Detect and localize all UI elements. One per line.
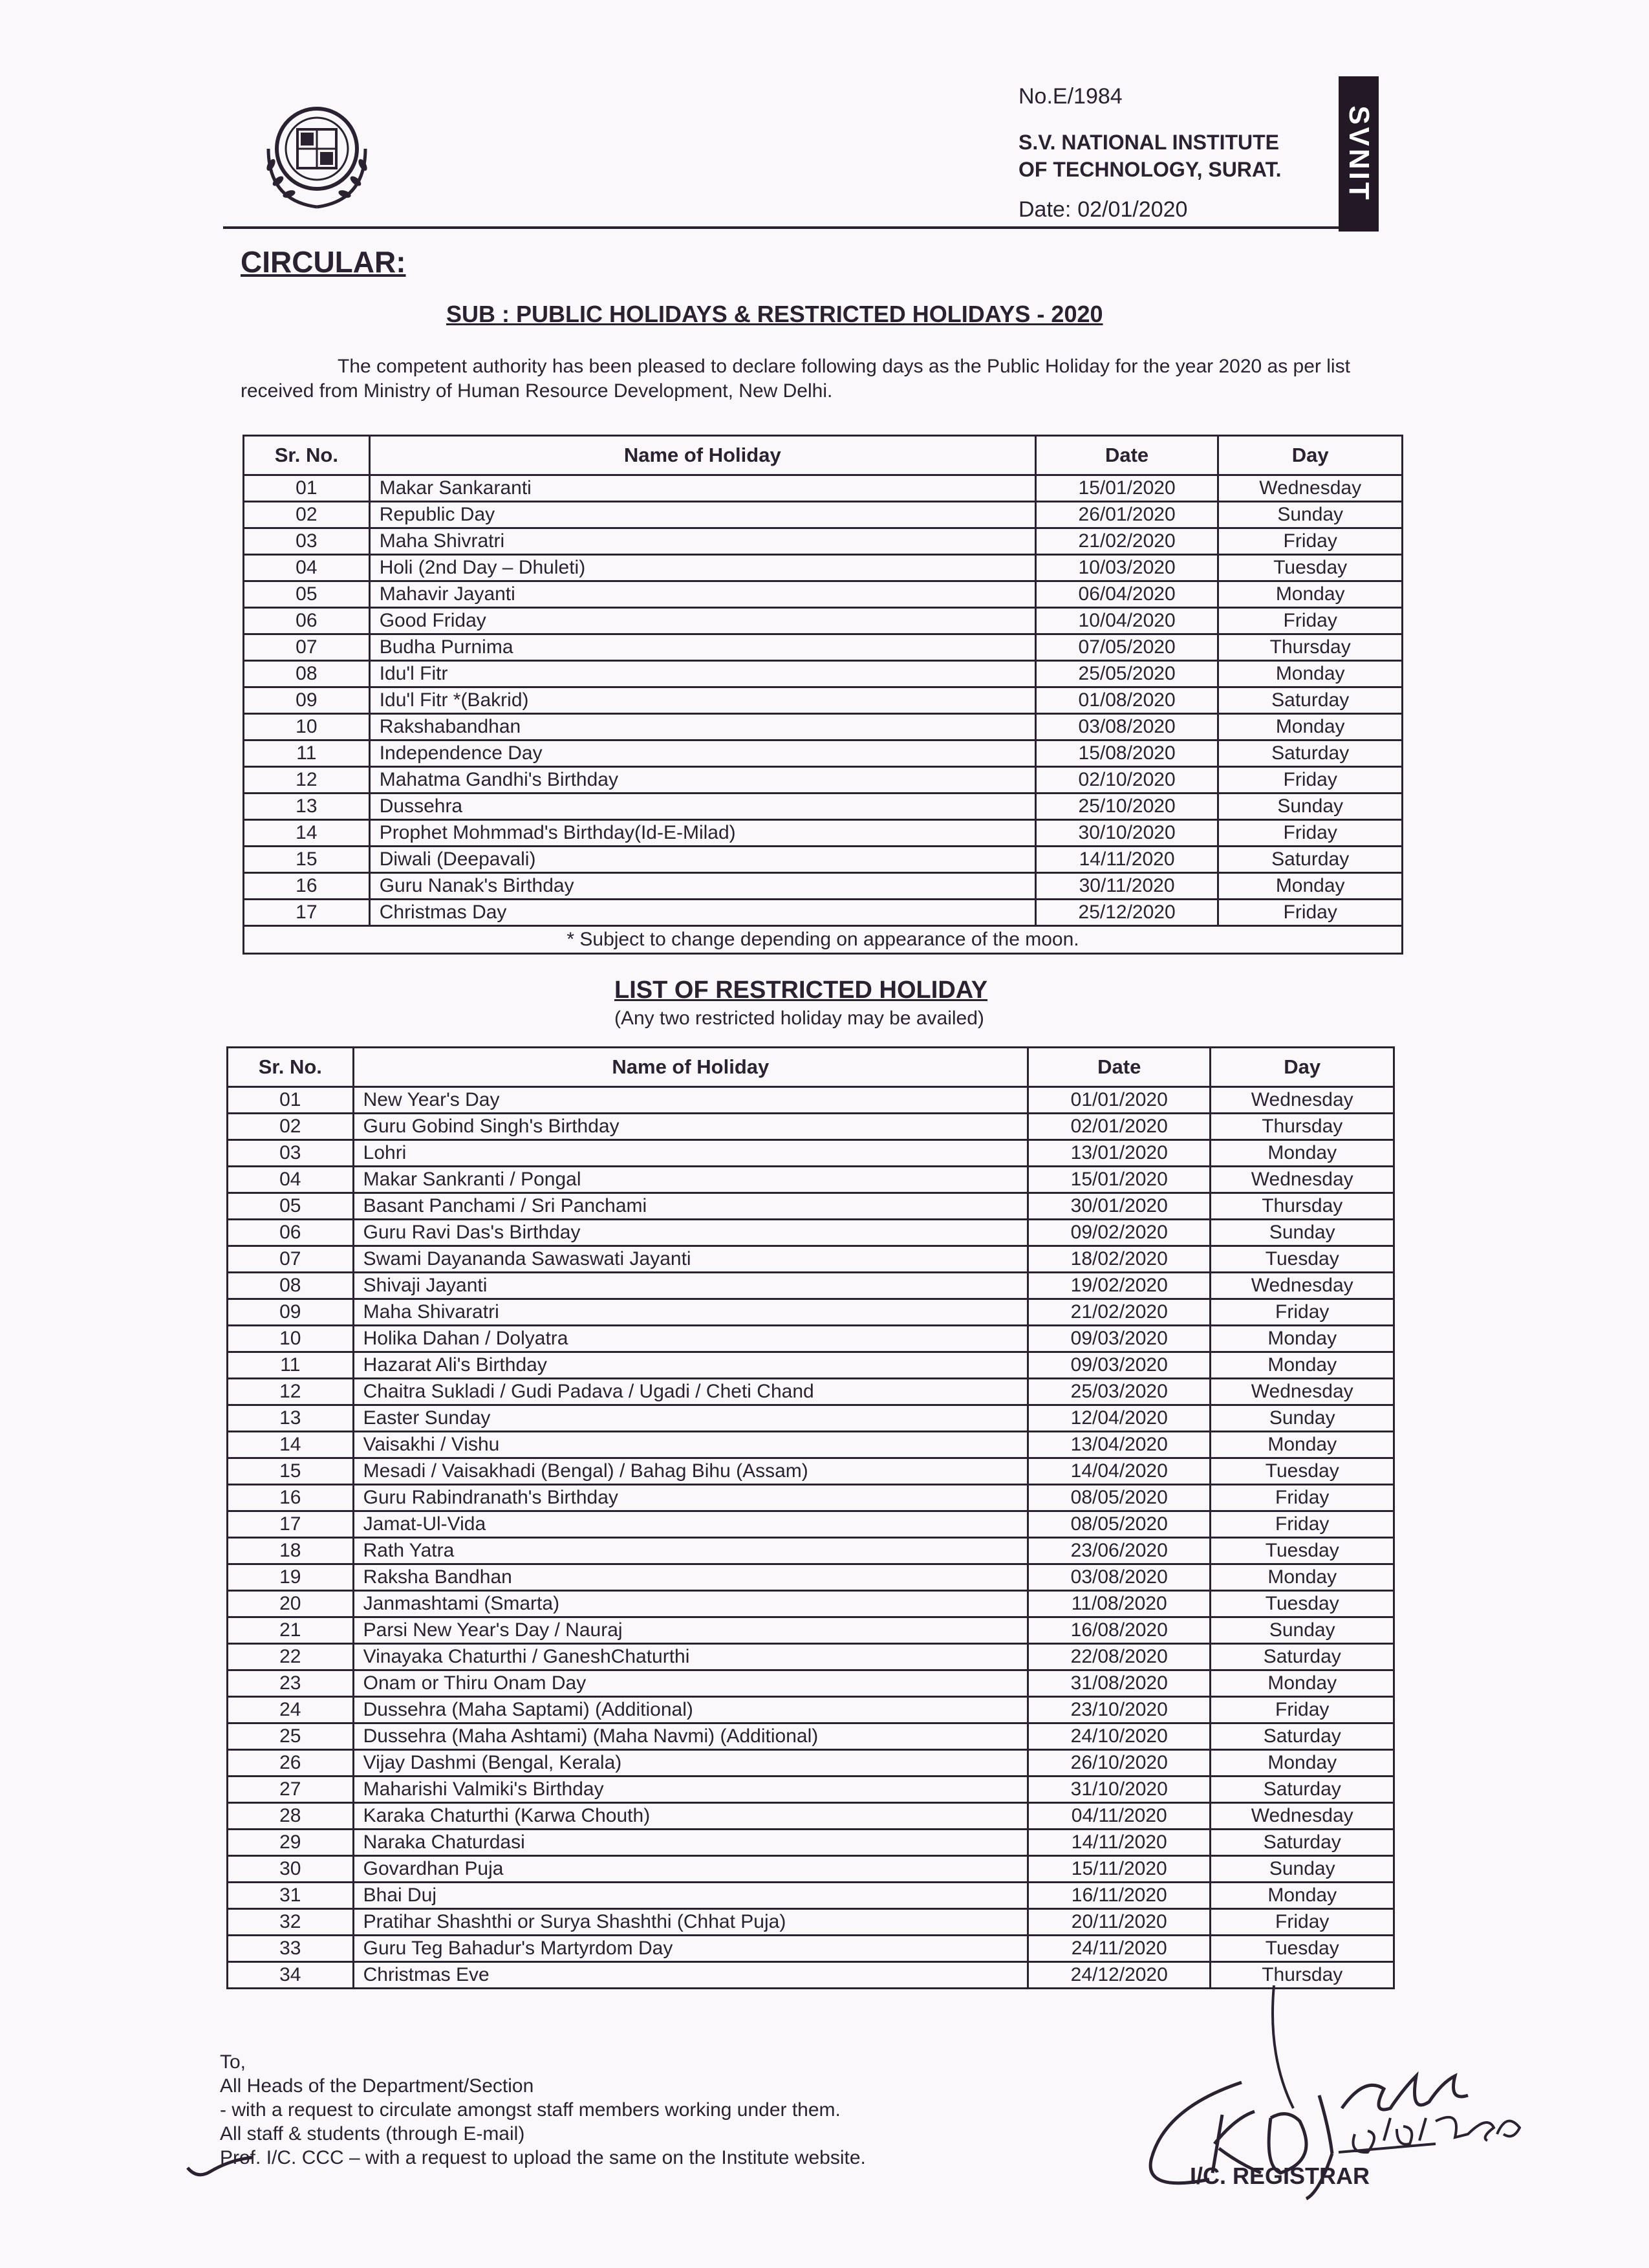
table-row	[244, 767, 1403, 794]
to-line: To,	[220, 2051, 246, 2073]
reference-number: No.E/1984	[1018, 84, 1123, 109]
table-note-row	[244, 926, 1403, 954]
table-row	[228, 1432, 1394, 1458]
holiday-name: Onam or Thiru Onam Day	[353, 1670, 1028, 1697]
serial-number: 28	[228, 1803, 354, 1830]
holiday-date: 21/02/2020	[1028, 1299, 1211, 1326]
holiday-date: 14/11/2020	[1035, 847, 1218, 873]
holiday-date: 23/06/2020	[1028, 1538, 1211, 1564]
brand-strip	[1339, 76, 1379, 232]
table-row	[228, 1750, 1394, 1777]
holiday-name: Guru Rabindranath's Birthday	[353, 1485, 1028, 1511]
table-row	[244, 608, 1403, 634]
holiday-day: Wednesday	[1211, 1167, 1394, 1193]
table-row	[244, 555, 1403, 581]
holiday-date: 18/02/2020	[1028, 1246, 1211, 1273]
table-row	[244, 847, 1403, 873]
holiday-date: 16/08/2020	[1028, 1617, 1211, 1644]
table-header-row	[228, 1048, 1394, 1087]
circular-date	[1018, 197, 1310, 222]
holiday-day: Friday	[1211, 1697, 1394, 1723]
holiday-name: Hazarat Ali's Birthday	[353, 1352, 1028, 1379]
header-divider	[223, 226, 1339, 229]
table-row	[228, 1326, 1394, 1352]
holiday-name: Vaisakhi / Vishu	[353, 1432, 1028, 1458]
serial-number: 16	[228, 1485, 354, 1511]
holiday-day: Saturday	[1218, 847, 1403, 873]
holiday-name: Easter Sunday	[353, 1405, 1028, 1432]
holiday-date: 30/10/2020	[1035, 820, 1218, 847]
holiday-day: Wednesday	[1211, 1273, 1394, 1299]
serial-number: 12	[228, 1379, 354, 1405]
table-row	[228, 1458, 1394, 1485]
holiday-date: 13/01/2020	[1028, 1140, 1211, 1167]
moon-note: * Subject to change depending on appearance of the moon.	[244, 926, 1403, 954]
holiday-day: Monday	[1211, 1432, 1394, 1458]
table-row	[228, 1936, 1394, 1962]
holiday-day: Friday	[1211, 1485, 1394, 1511]
table-row	[228, 1803, 1394, 1830]
holiday-day: Friday	[1211, 1511, 1394, 1538]
serial-number: 05	[228, 1193, 354, 1220]
holiday-name: Guru Nanak's Birthday	[369, 873, 1035, 900]
table-row	[244, 528, 1403, 555]
holiday-day: Wednesday	[1218, 475, 1403, 502]
serial-number: 32	[228, 1909, 354, 1936]
table-row	[228, 1564, 1394, 1591]
holiday-date: 14/11/2020	[1028, 1830, 1211, 1856]
holiday-date: 23/10/2020	[1028, 1697, 1211, 1723]
holiday-name: Independence Day	[369, 740, 1035, 767]
holiday-day: Wednesday	[1211, 1379, 1394, 1405]
serial-number: 13	[228, 1405, 354, 1432]
holiday-day: Monday	[1211, 1883, 1394, 1909]
holiday-name: Jamat-Ul-Vida	[353, 1511, 1028, 1538]
table-row	[244, 740, 1403, 767]
table-row	[244, 794, 1403, 820]
holiday-date: 24/10/2020	[1028, 1723, 1211, 1750]
holiday-name: Vinayaka Chaturthi / GaneshChaturthi	[353, 1644, 1028, 1670]
table-row	[244, 502, 1403, 528]
date-value: 02/01/2020	[1077, 197, 1188, 222]
table-row	[228, 1909, 1394, 1936]
restricted-holiday-table	[226, 1046, 1395, 1989]
holiday-day: Thursday	[1218, 634, 1403, 661]
serial-number: 18	[228, 1538, 354, 1564]
holiday-day: Saturday	[1218, 740, 1403, 767]
serial-number: 21	[228, 1617, 354, 1644]
table-row	[244, 900, 1403, 926]
holiday-day: Sunday	[1211, 1856, 1394, 1883]
holiday-day: Thursday	[1211, 1193, 1394, 1220]
holiday-day: Monday	[1211, 1352, 1394, 1379]
holiday-day: Tuesday	[1211, 1936, 1394, 1962]
restricted-title: LIST OF RESTRICTED HOLIDAY	[614, 977, 988, 1004]
column-header: Day	[1218, 436, 1403, 475]
column-header: Sr. No.	[228, 1048, 354, 1087]
tick-mark-icon	[184, 2154, 255, 2179]
holiday-day: Monday	[1211, 1564, 1394, 1591]
holiday-date: 15/01/2020	[1035, 475, 1218, 502]
serial-number: 03	[228, 1140, 354, 1167]
serial-number: 06	[244, 608, 370, 634]
serial-number: 33	[228, 1936, 354, 1962]
holiday-date: 31/10/2020	[1028, 1777, 1211, 1803]
holiday-name: Pratihar Shashthi or Surya Shashthi (Chhat Puja)	[353, 1909, 1028, 1936]
serial-number: 31	[228, 1883, 354, 1909]
holiday-date: 13/04/2020	[1028, 1432, 1211, 1458]
table-row	[228, 1193, 1394, 1220]
holiday-name: Maha Shivratri	[369, 528, 1035, 555]
serial-number: 05	[244, 581, 370, 608]
table-row	[228, 1697, 1394, 1723]
serial-number: 19	[228, 1564, 354, 1591]
holiday-date: 14/04/2020	[1028, 1458, 1211, 1485]
holiday-day: Saturday	[1218, 687, 1403, 714]
table-row	[228, 1617, 1394, 1644]
institute-name-line1: S.V. NATIONAL INSTITUTE	[1018, 131, 1279, 154]
holiday-day: Friday	[1218, 900, 1403, 926]
holiday-name: Idu'l Fitr	[369, 661, 1035, 687]
holiday-day: Monday	[1211, 1140, 1394, 1167]
table-row	[244, 873, 1403, 900]
serial-number: 26	[228, 1750, 354, 1777]
holiday-date: 26/10/2020	[1028, 1750, 1211, 1777]
holiday-name: Guru Gobind Singh's Birthday	[353, 1114, 1028, 1140]
holiday-day: Tuesday	[1211, 1246, 1394, 1273]
holiday-day: Friday	[1211, 1909, 1394, 1936]
holiday-date: 16/11/2020	[1028, 1883, 1211, 1909]
holiday-date: 19/02/2020	[1028, 1273, 1211, 1299]
holiday-date: 25/05/2020	[1035, 661, 1218, 687]
holiday-date: 07/05/2020	[1035, 634, 1218, 661]
holiday-name: Rakshabandhan	[369, 714, 1035, 740]
serial-number: 08	[228, 1273, 354, 1299]
serial-number: 17	[244, 900, 370, 926]
holiday-day: Friday	[1211, 1299, 1394, 1326]
holiday-name: Mesadi / Vaisakhadi (Bengal) / Bahag Bihu (Assam)	[353, 1458, 1028, 1485]
holiday-day: Friday	[1218, 820, 1403, 847]
serial-number: 11	[244, 740, 370, 767]
holiday-date: 25/03/2020	[1028, 1379, 1211, 1405]
holiday-name: Chaitra Sukladi / Gudi Padava / Ugadi / Cheti Chand	[353, 1379, 1028, 1405]
table-row	[228, 1485, 1394, 1511]
holiday-day: Sunday	[1218, 794, 1403, 820]
institute-seal-icon	[242, 78, 391, 226]
serial-number: 27	[228, 1777, 354, 1803]
holiday-date: 08/05/2020	[1028, 1511, 1211, 1538]
holiday-date: 20/11/2020	[1028, 1909, 1211, 1936]
holiday-date: 09/03/2020	[1028, 1352, 1211, 1379]
holiday-day: Tuesday	[1211, 1458, 1394, 1485]
serial-number: 10	[244, 714, 370, 740]
serial-number: 03	[244, 528, 370, 555]
table-row	[228, 1511, 1394, 1538]
holiday-day: Tuesday	[1218, 555, 1403, 581]
holiday-day: Monday	[1211, 1326, 1394, 1352]
holiday-date: 11/08/2020	[1028, 1591, 1211, 1617]
holiday-name: New Year's Day	[353, 1087, 1028, 1114]
holiday-date: 09/03/2020	[1028, 1326, 1211, 1352]
holiday-day: Saturday	[1211, 1830, 1394, 1856]
holiday-day: Monday	[1211, 1750, 1394, 1777]
holiday-name: Lohri	[353, 1140, 1028, 1167]
table-row	[228, 1830, 1394, 1856]
table-header-row	[244, 436, 1403, 475]
holiday-name: Republic Day	[369, 502, 1035, 528]
holiday-date: 10/03/2020	[1035, 555, 1218, 581]
subject-line: SUB : PUBLIC HOLIDAYS & RESTRICTED HOLIDAYS - 2020	[446, 301, 1103, 327]
holiday-name: Dussehra (Maha Saptami) (Additional)	[353, 1697, 1028, 1723]
holiday-day: Tuesday	[1211, 1538, 1394, 1564]
holiday-date: 10/04/2020	[1035, 608, 1218, 634]
brand-label: SVNIT	[1343, 105, 1375, 202]
holiday-date: 15/01/2020	[1028, 1167, 1211, 1193]
holiday-name: Parsi New Year's Day / Nauraj	[353, 1617, 1028, 1644]
holiday-day: Wednesday	[1211, 1803, 1394, 1830]
distribution-line: Prof. I/C. CCC – with a request to upload the same on the Institute website.	[220, 2147, 866, 2168]
holiday-date: 30/11/2020	[1035, 873, 1218, 900]
serial-number: 30	[228, 1856, 354, 1883]
serial-number: 20	[228, 1591, 354, 1617]
column-header: Sr. No.	[244, 436, 370, 475]
public-holiday-table	[242, 435, 1403, 955]
holiday-day: Monday	[1211, 1670, 1394, 1697]
distribution-line: All Heads of the Department/Section	[220, 2075, 534, 2097]
holiday-name: Dussehra	[369, 794, 1035, 820]
table-row	[228, 1299, 1394, 1326]
serial-number: 13	[244, 794, 370, 820]
holiday-date: 25/10/2020	[1035, 794, 1218, 820]
column-header: Name of Holiday	[353, 1048, 1028, 1087]
holiday-day: Thursday	[1211, 1114, 1394, 1140]
table-row	[228, 1352, 1394, 1379]
column-header: Name of Holiday	[369, 436, 1035, 475]
table-row	[228, 1591, 1394, 1617]
serial-number: 24	[228, 1697, 354, 1723]
holiday-name: Rath Yatra	[353, 1538, 1028, 1564]
holiday-date: 03/08/2020	[1028, 1564, 1211, 1591]
holiday-name: Raksha Bandhan	[353, 1564, 1028, 1591]
holiday-name: Govardhan Puja	[353, 1856, 1028, 1883]
holiday-name: Karaka Chaturthi (Karwa Chouth)	[353, 1803, 1028, 1830]
holiday-name: Bhai Duj	[353, 1883, 1028, 1909]
serial-number: 07	[244, 634, 370, 661]
table-row	[244, 581, 1403, 608]
serial-number: 29	[228, 1830, 354, 1856]
holiday-day: Saturday	[1211, 1777, 1394, 1803]
holiday-day: Wednesday	[1211, 1087, 1394, 1114]
restricted-subtitle: (Any two restricted holiday may be availed)	[614, 1008, 984, 1029]
holiday-day: Sunday	[1211, 1617, 1394, 1644]
serial-number: 06	[228, 1220, 354, 1246]
serial-number: 11	[228, 1352, 354, 1379]
holiday-name: Makar Sankranti / Pongal	[353, 1167, 1028, 1193]
column-header: Date	[1035, 436, 1218, 475]
table-row	[244, 714, 1403, 740]
holiday-name: Diwali (Deepavali)	[369, 847, 1035, 873]
holiday-name: Maharishi Valmiki's Birthday	[353, 1777, 1028, 1803]
holiday-date: 30/01/2020	[1028, 1193, 1211, 1220]
holiday-date: 15/11/2020	[1028, 1856, 1211, 1883]
table-row	[228, 1087, 1394, 1114]
signatory-title: I/C. REGISTRAR	[1190, 2163, 1370, 2189]
holiday-date: 04/11/2020	[1028, 1803, 1211, 1830]
table-row	[228, 1538, 1394, 1564]
holiday-name: Mahatma Gandhi's Birthday	[369, 767, 1035, 794]
holiday-name: Vijay Dashmi (Bengal, Kerala)	[353, 1750, 1028, 1777]
holiday-day: Thursday	[1211, 1962, 1394, 1989]
serial-number: 14	[228, 1432, 354, 1458]
serial-number: 04	[228, 1167, 354, 1193]
holiday-name: Dussehra (Maha Ashtami) (Maha Navmi) (Additional)	[353, 1723, 1028, 1750]
holiday-day: Friday	[1218, 608, 1403, 634]
holiday-day: Monday	[1218, 661, 1403, 687]
holiday-day: Saturday	[1211, 1644, 1394, 1670]
serial-number: 15	[244, 847, 370, 873]
serial-number: 16	[244, 873, 370, 900]
table-row	[228, 1670, 1394, 1697]
institute-name	[1018, 129, 1310, 183]
holiday-name: Idu'l Fitr *(Bakrid)	[369, 687, 1035, 714]
holiday-date: 03/08/2020	[1035, 714, 1218, 740]
distribution-line: - with a request to circulate amongst staff members working under them.	[220, 2099, 841, 2121]
serial-number: 15	[228, 1458, 354, 1485]
serial-number: 02	[244, 502, 370, 528]
holiday-date: 08/05/2020	[1028, 1485, 1211, 1511]
holiday-day: Tuesday	[1211, 1591, 1394, 1617]
serial-number: 17	[228, 1511, 354, 1538]
serial-number: 07	[228, 1246, 354, 1273]
serial-number: 14	[244, 820, 370, 847]
holiday-date: 24/11/2020	[1028, 1936, 1211, 1962]
holiday-day: Monday	[1218, 714, 1403, 740]
holiday-date: 02/01/2020	[1028, 1114, 1211, 1140]
holiday-name: Prophet Mohmmad's Birthday(Id-E-Milad)	[369, 820, 1035, 847]
holiday-day: Friday	[1218, 767, 1403, 794]
holiday-day: Monday	[1218, 873, 1403, 900]
circular-heading: CIRCULAR:	[241, 245, 406, 279]
serial-number: 34	[228, 1962, 354, 1989]
table-row	[228, 1644, 1394, 1670]
holiday-date: 21/02/2020	[1035, 528, 1218, 555]
holiday-name: Guru Teg Bahadur's Martyrdom Day	[353, 1936, 1028, 1962]
table-row	[244, 820, 1403, 847]
serial-number: 04	[244, 555, 370, 581]
serial-number: 22	[228, 1644, 354, 1670]
serial-number: 12	[244, 767, 370, 794]
table-row	[228, 1883, 1394, 1909]
holiday-name: Basant Panchami / Sri Panchami	[353, 1193, 1028, 1220]
holiday-date: 09/02/2020	[1028, 1220, 1211, 1246]
holiday-name: Naraka Chaturdasi	[353, 1830, 1028, 1856]
holiday-name: Holi (2nd Day – Dhuleti)	[369, 555, 1035, 581]
holiday-name: Christmas Day	[369, 900, 1035, 926]
serial-number: 01	[228, 1087, 354, 1114]
holiday-day: Friday	[1218, 528, 1403, 555]
column-header: Day	[1211, 1048, 1394, 1087]
table-row	[228, 1723, 1394, 1750]
holiday-day: Sunday	[1211, 1220, 1394, 1246]
holiday-name: Mahavir Jayanti	[369, 581, 1035, 608]
table-row	[244, 634, 1403, 661]
holiday-date: 02/10/2020	[1035, 767, 1218, 794]
holiday-day: Sunday	[1218, 502, 1403, 528]
serial-number: 08	[244, 661, 370, 687]
date-label: Date:	[1018, 197, 1072, 222]
table-row	[244, 687, 1403, 714]
serial-number: 09	[228, 1299, 354, 1326]
serial-number: 09	[244, 687, 370, 714]
holiday-name: Good Friday	[369, 608, 1035, 634]
holiday-date: 25/12/2020	[1035, 900, 1218, 926]
serial-number: 23	[228, 1670, 354, 1697]
table-row	[228, 1273, 1394, 1299]
institute-name-line2: OF TECHNOLOGY, SURAT.	[1018, 158, 1282, 181]
holiday-name: Holika Dahan / Dolyatra	[353, 1326, 1028, 1352]
holiday-date: 12/04/2020	[1028, 1405, 1211, 1432]
serial-number: 02	[228, 1114, 354, 1140]
holiday-date: 15/08/2020	[1035, 740, 1218, 767]
header-block	[1018, 84, 1310, 222]
table-row	[228, 1114, 1394, 1140]
holiday-date: 01/01/2020	[1028, 1087, 1211, 1114]
table-row	[228, 1379, 1394, 1405]
table-row	[244, 661, 1403, 687]
table-row	[228, 1777, 1394, 1803]
holiday-name: Shivaji Jayanti	[353, 1273, 1028, 1299]
holiday-day: Sunday	[1211, 1405, 1394, 1432]
serial-number: 25	[228, 1723, 354, 1750]
intro-paragraph: The competent authority has been pleased to declare following days as the Public Holiday for the year 2020 as per list received from Ministry of Human Resource Development, New Delhi.	[241, 356, 1350, 402]
holiday-date: 26/01/2020	[1035, 502, 1218, 528]
table-row	[228, 1856, 1394, 1883]
holiday-date: 31/08/2020	[1028, 1670, 1211, 1697]
serial-number: 01	[244, 475, 370, 502]
holiday-date: 01/08/2020	[1035, 687, 1218, 714]
holiday-day: Saturday	[1211, 1723, 1394, 1750]
distribution-line: All staff & students (through E-mail)	[220, 2123, 525, 2144]
table-row	[228, 1405, 1394, 1432]
holiday-date: 24/12/2020	[1028, 1962, 1211, 1989]
table-row	[228, 1246, 1394, 1273]
table-row	[228, 1167, 1394, 1193]
holiday-name: Makar Sankaranti	[369, 475, 1035, 502]
holiday-name: Janmashtami (Smarta)	[353, 1591, 1028, 1617]
table-row	[244, 475, 1403, 502]
table-row	[228, 1220, 1394, 1246]
holiday-date: 06/04/2020	[1035, 581, 1218, 608]
holiday-name: Christmas Eve	[353, 1962, 1028, 1989]
distribution-list	[220, 2050, 866, 2170]
column-header: Date	[1028, 1048, 1211, 1087]
table-row	[228, 1140, 1394, 1167]
holiday-name: Guru Ravi Das's Birthday	[353, 1220, 1028, 1246]
holiday-day: Monday	[1218, 581, 1403, 608]
holiday-date: 22/08/2020	[1028, 1644, 1211, 1670]
holiday-name: Swami Dayananda Sawaswati Jayanti	[353, 1246, 1028, 1273]
holiday-name: Maha Shivaratri	[353, 1299, 1028, 1326]
serial-number: 10	[228, 1326, 354, 1352]
holiday-name: Budha Purnima	[369, 634, 1035, 661]
